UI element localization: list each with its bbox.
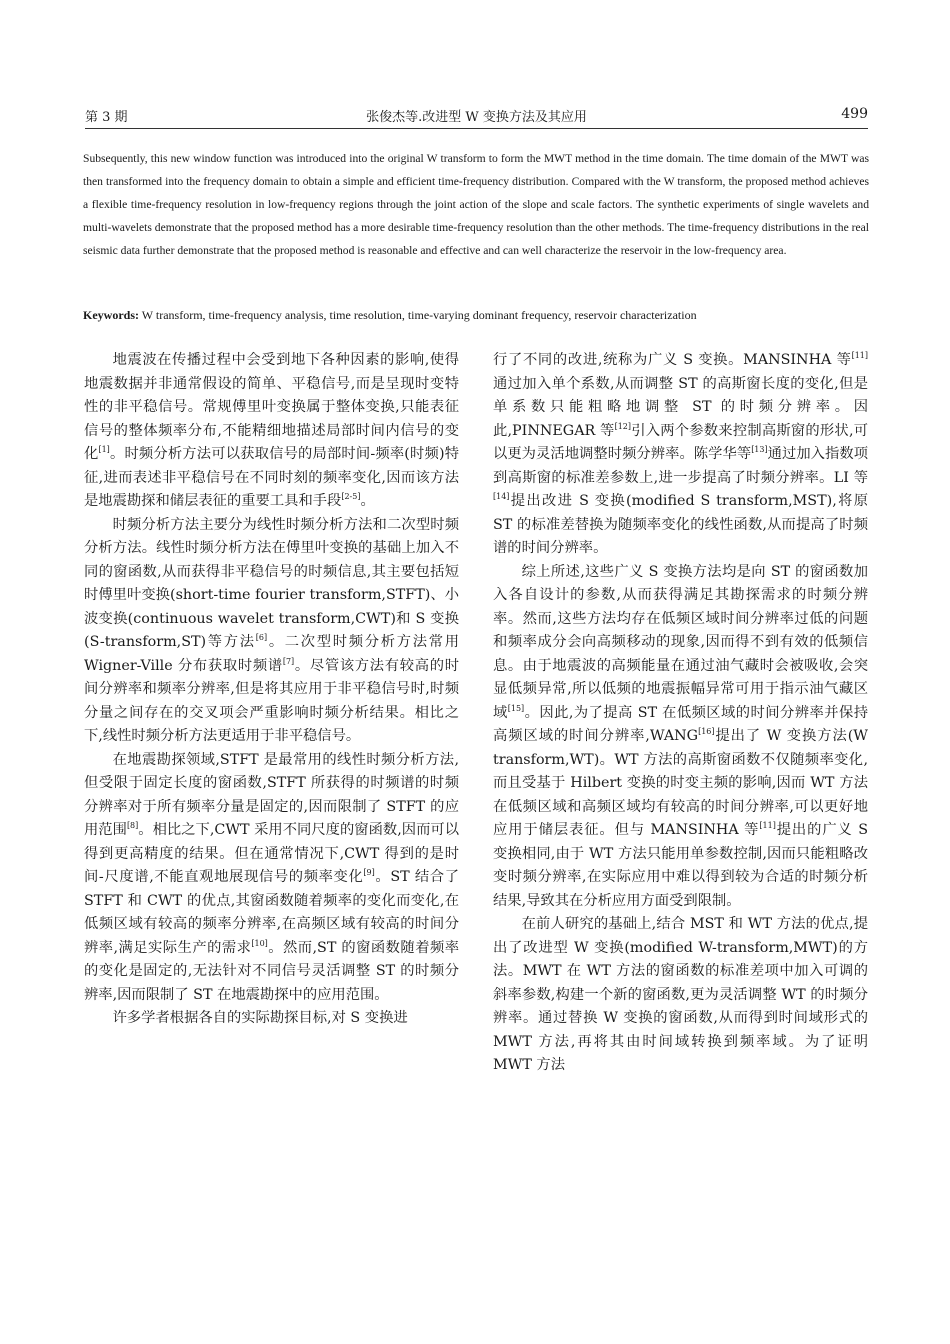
paragraph: 综上所述,这些广义 S 变换方法均是向 ST 的窗函数加入各自设计的参数,从而获得满足其勘探需求的时频分辨率。然而,这些方法均存在低频区域时间分辨率过低的问题和频率成分会向高频移动的现象,因而得不到有效的低频信息。由于地震波的高频能量在通过油气藏时会被吸收,会突显低频异常,所以低频的地震振幅异常可用于指示油气藏区域[15]。因此,为了提高 ST 在低频区域的时间分辨率并保持高频区域的时间分辨率,WANG[16]提出了 W 变换方法(W transform,WT)。WT 方法的高斯窗函数不仅随频率变化,而且受基于 Hilbert 变换的时变主频的影响,因而 WT 方法在低频区域和高频区域均有较高的时间分辨率,可以更好地应用于储层表征。但与 MANSINHA 等[11]提出的广义 S 变换相同,由于 WT 方法只能用单参数控制,因而只能粗略改变时频分辨率,在实际应用中难以得到较为合适的时频分析结果,导致其在分析应用方面受到限制。	[493, 563, 869, 909]
running-title: 张俊杰等.改进型 W 变换方法及其应用	[366, 110, 587, 125]
english-abstract	[83, 147, 869, 262]
citation: [13]	[751, 445, 768, 454]
paragraph: 在地震勘探领域,STFT 是最常用的线性时频分析方法,但受限于固定长度的窗函数,STFT 所获得的时频谱的时频分辨率对于所有频率分量是固定的,因而限制了 STFT 的应用范围[8]。相比之下,CWT 采用不同尺度的窗函数,因而可以得到更高精度的结果。但在通常情况下,CWT 得到的是时间-尺度谱,不能直观地展现信号的频率变化[9]。ST 结合了 STFT 和 CWT 的优点,其窗函数随着频率的变化而变化,在低频区域有较高的频率分辨率,在高频区域有较高的时间分辨率,满足实际生产的需求[10]。然而,ST 的窗函数随着频率的变化是固定的,无法针对不同信号灵活调整 ST 的时频分辨率,因而限制了 ST 在地震勘探中的应用范围。	[84, 751, 460, 1003]
citation: [10]	[251, 938, 268, 948]
keywords-label: Keywords:	[83, 308, 139, 322]
body-column-left	[84, 349, 459, 1031]
paragraph: 时频分析方法主要分为线性时频分析方法和二次型时频分析方法。线性时频分析方法在傅里叶变换的基础上加入不同的窗函数,从而获得非平稳信号的时频信息,其主要包括短时傅里叶变换(short-time fourier transform,STFT)、小波变换(continuous wavelet transform,CWT)和 S 变换(S-transform,ST)等方法[6]。二次型时频分析方法常用 Wigner-Ville 分布获取时频谱[7]。尽管该方法有较高的时间分辨率和频率分辨率,但是将其应用于非平稳信号时,时频分量之间存在的交叉项会严重影响时频分析结果。相比之下,线性时频分析方法更适用于非平稳信号。	[84, 516, 460, 744]
issue-number: 第 3 期	[85, 110, 128, 125]
paragraph: 在前人研究的基础上,结合 MST 和 WT 方法的优点,提出了改进型 W 变换(modified W-transform,MWT)的方法。MWT 在 WT 方法的窗函数的标准差项中加入可调的斜率参数,构建一个新的窗函数,更为灵活调整 WT 的时频分辨率。通过替换 W 变换的窗函数,从而得到时间域形式的 MWT 方法,再将其由时间域转换到频率域。为了证明 MWT 方法	[493, 916, 868, 1073]
keywords-line	[83, 305, 869, 325]
page-number: 499	[841, 106, 868, 122]
header-rule	[85, 128, 868, 129]
citation: [12]	[614, 421, 631, 431]
citation: [15]	[507, 703, 525, 713]
citation: [2-5]	[341, 492, 361, 501]
citation: [8]	[126, 821, 139, 830]
citation: [11]	[759, 821, 776, 830]
paragraph: 地震波在传播过程中会受到地下各种因素的影响,使得地震数据并非通常假设的简单、平稳信号,而是呈现时变特性的非平稳信号。常规傅里叶变换属于整体变换,只能表征信号的整体频率分布,不能精细地描述局部时间内信号的变化[1]。时频分析方法可以获取信号的局部时间-频率(时频)特征,进而表述非平稳信号在不同时刻的频率变化,因而该方法是地震勘探和储层表征的重要工具和手段[2-5]。	[84, 352, 460, 509]
citation: [7]	[282, 656, 295, 666]
paragraph: 行了不同的改进,统称为广义 S 变换。MANSINHA 等[11]通过加入单个系数,从而调整 ST 的高斯窗长度的变化,但是单系数只能粗略地调整 ST 的时频分辨率。因此,PINNEGAR 等[12]引入两个参数来控制高斯窗的形状,可以更为灵活地调整时频分辨率。陈学华等[13]通过加入指数项到高斯窗的标准差参数上,进一步提高了时频分辨率。LI 等[14]提出改进 S 变换(modified S transform,MST),将原 ST 的标准差替换为随频率变化的线性函数,从而提高了时频谱的时间分辨率。	[493, 351, 869, 556]
citation: [6]	[255, 633, 268, 642]
running-header	[85, 106, 868, 128]
abstract-text: Subsequently, this new window function was introduced into the original W transform to form the MWT method in the time domain. The time domain of the MWT was then transformed into the frequency domain to obtain a simple and efficient time-frequency distribution. Compared with the W transform, the proposed method achieves a flexible time-frequency resolution in low-frequency regions through the joint action of the slope and scale factors. The synthetic experiments of single wavelets and multi-wavelets demonstrate that the proposed method has a more desirable time-frequency resolution than the other methods. The time-frequency distributions in the real seismic data further demonstrate that the proposed method is reasonable and effective and can well characterize the reservoir in the low-frequency area.	[83, 152, 869, 258]
body-column-right	[493, 349, 868, 1078]
citation: [11]	[851, 351, 868, 360]
citation: [14]	[493, 492, 510, 501]
citation: [16]	[698, 727, 715, 736]
paragraph: 许多学者根据各自的实际勘探目标,对 S 变换进	[112, 1010, 408, 1026]
keywords-text: W transform, time-frequency analysis, time resolution, time-varying dominant frequency, reservoir characterization	[139, 308, 697, 322]
citation: [9]	[363, 868, 375, 877]
citation: [1]	[98, 445, 110, 454]
